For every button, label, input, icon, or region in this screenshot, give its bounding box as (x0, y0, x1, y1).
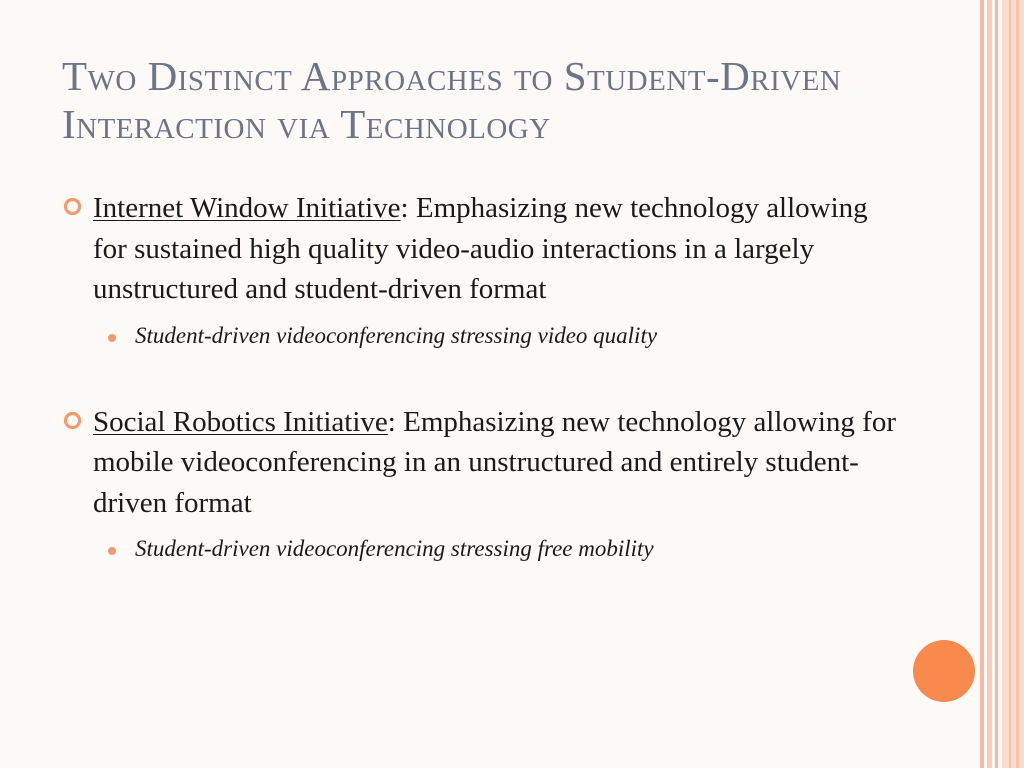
dot-bullet-icon (108, 334, 116, 342)
decorative-stripe (1009, 0, 1011, 768)
ring-bullet-icon (64, 412, 81, 429)
decorative-stripe (1016, 0, 1019, 768)
bullet-text: : Emphasizing new technology allowing for mobile videoconferencing in an unstructured and entirely student-driven format (93, 405, 896, 519)
ring-bullet-icon (64, 198, 81, 215)
slide-content (62, 188, 902, 564)
bullet-item (62, 188, 902, 310)
sub-bullet-item (62, 321, 902, 351)
sub-bullet-text: Student-driven videoconferencing stressing free mobility (135, 536, 654, 561)
orange-circle-decoration (913, 640, 975, 702)
slide-title: Two Distinct Approaches to Student-Driven Interaction via Technology (62, 53, 842, 147)
dot-bullet-icon (108, 547, 116, 555)
decorative-stripe (987, 0, 992, 768)
sub-bullet-item (62, 534, 902, 564)
decorative-stripe (995, 0, 998, 768)
decorative-stripe (1002, 0, 1024, 768)
sub-bullet-text: Student-driven videoconferencing stressing video quality (135, 322, 658, 348)
bullet-term[interactable]: Social Robotics Initiative (93, 405, 388, 438)
decorative-stripe (980, 0, 984, 768)
bullet-term[interactable]: Internet Window Initiative (93, 192, 401, 224)
bullet-text: : Emphasizing new technology allowing for sustained high quality video-audio interactions in a largely unstructured and student-driven format (93, 192, 868, 305)
bullet-item (62, 402, 902, 524)
